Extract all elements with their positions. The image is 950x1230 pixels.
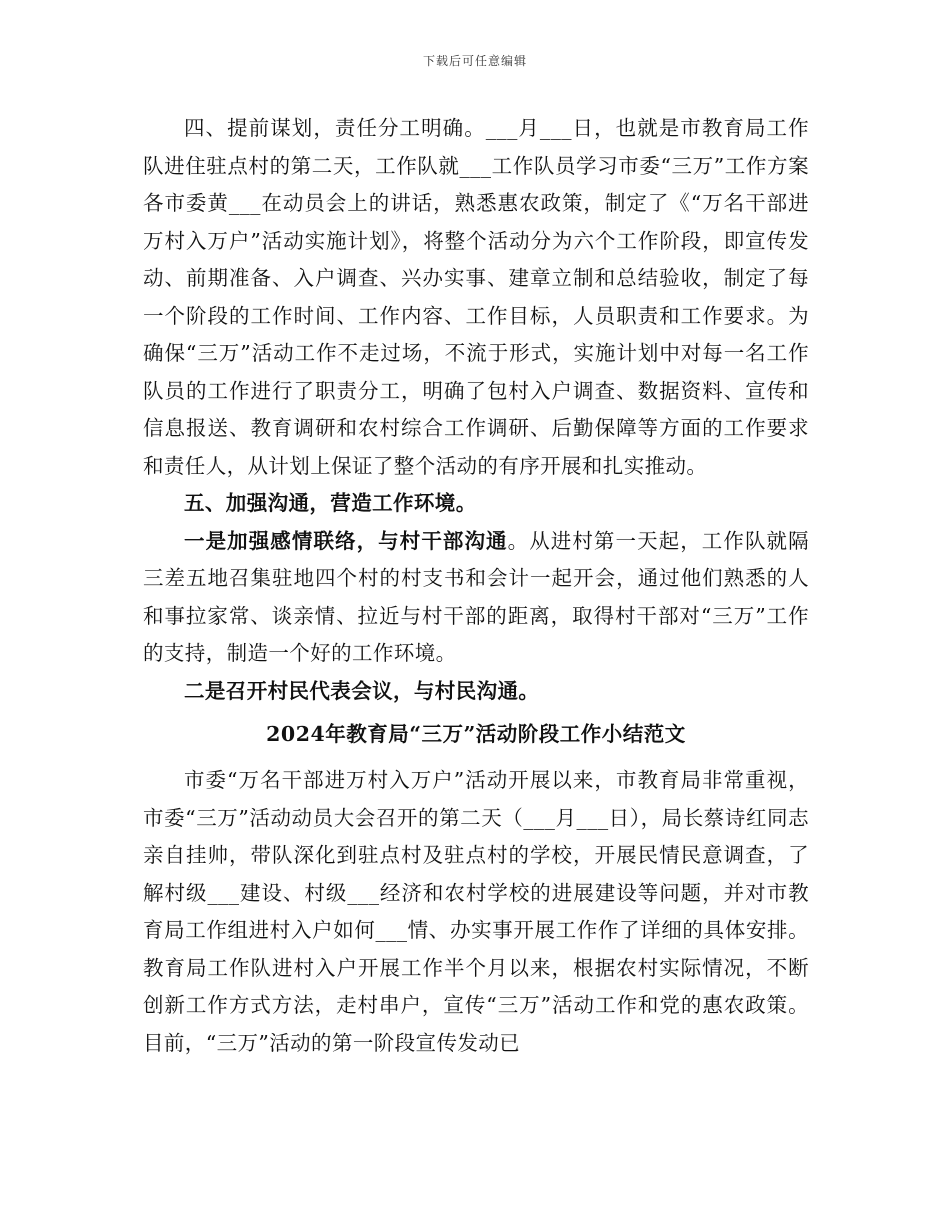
- section4-paragraph: 四、提前谋划，责任分工明确。___月___日，也就是市教育局工作队进住驻点村的第二天，工作队就___工作队员学习市委“三万”工作方案各市委黄___在动员会上的讲话，熟悉惠农政策，制定了《“万名干部进万村入万户”活动实施计划》，将整个活动分为六个工作阶段，即宣传发动、前期准备、入户调查、兴办实事、建章立制和总结验收，制定了每一个阶段的工作时间、工作内容、工作目标，人员职责和工作要求。为确保“三万”活动工作不走过场，不流于形式，实施计划中对每一名工作队员的工作进行了职责分工，明确了包村入户调查、数据资料、宣传和信息报送、教育调研和农村综合工作调研、后勤保障等方面的工作要求和责任人，从计划上保证了整个活动的有序开展和扎实推动。: [143, 116, 809, 478]
- document-body: [143, 110, 809, 1062]
- article-title: 2024年教育局“三万”活动阶段工作小结范文: [266, 722, 686, 746]
- article-paragraph-1: 市委“万名干部进万村入万户”活动开展以来，市教育局非常重视，市委“三万”活动动员大会召开的第二天（___月___日），局长蔡诗红同志亲自挂帅，带队深化到驻点村及驻点村的学校，开展民情民意调查，了解村级___建设、村级___经济和农村学校的进展建设等问题，并对市教育局工作组进村入户如何___情、办实事开展工作作了详细的具体安排。教育局工作队进村入户开展工作半个月以来，根据农村实际情况，不断创新工作方式方法，走村串户，宣传“三万”活动工作和党的惠农政策。目前，“三万”活动的第一阶段宣传发动已: [143, 768, 809, 1055]
- section5-item1-paragraph: [143, 523, 809, 673]
- section5-item1-lead: 一是加强感情联络，与村干部沟通: [184, 528, 508, 553]
- section5-item2-paragraph: 二是召开村民代表会议，与村民沟通。: [184, 678, 540, 703]
- section5-item1-text: 。从进村第一天起，工作队就隔三差五地召集驻地四个村的村支书和会计一起开会，通过他们熟悉的人和事拉家常、谈亲情、拉近与村干部的距离，取得村干部对“三万”工作的支持，制造一个好的工作环境。: [143, 528, 809, 665]
- section5-heading: 五、加强沟通，营造工作环境。: [184, 491, 477, 515]
- header-note: 下载后可任意编辑: [422, 54, 527, 68]
